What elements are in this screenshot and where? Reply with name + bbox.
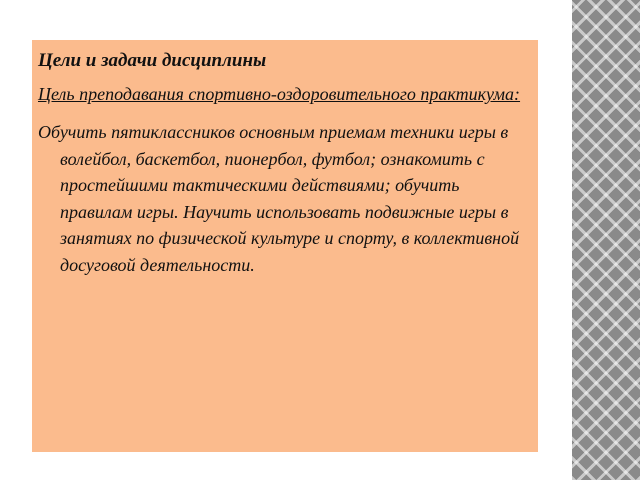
content-box [32,40,538,452]
slide-title: Цели и задачи дисциплины [38,50,267,71]
diamond-pattern-strip [572,0,640,480]
goal-text: Обучить пятиклассников основным приемам техники игры в волейбол, баскетбол, пионербол, футбол; ознакомить с простейшими тактическими действиями; обучить правилам игры. Научить использовать подвижные игры в занятиях по физической культуре и спорту, в коллективной досуговой деятельности. [38,122,520,275]
goal-label: Цель преподавания спортивно-оздоровительного практикума: [38,84,521,104]
